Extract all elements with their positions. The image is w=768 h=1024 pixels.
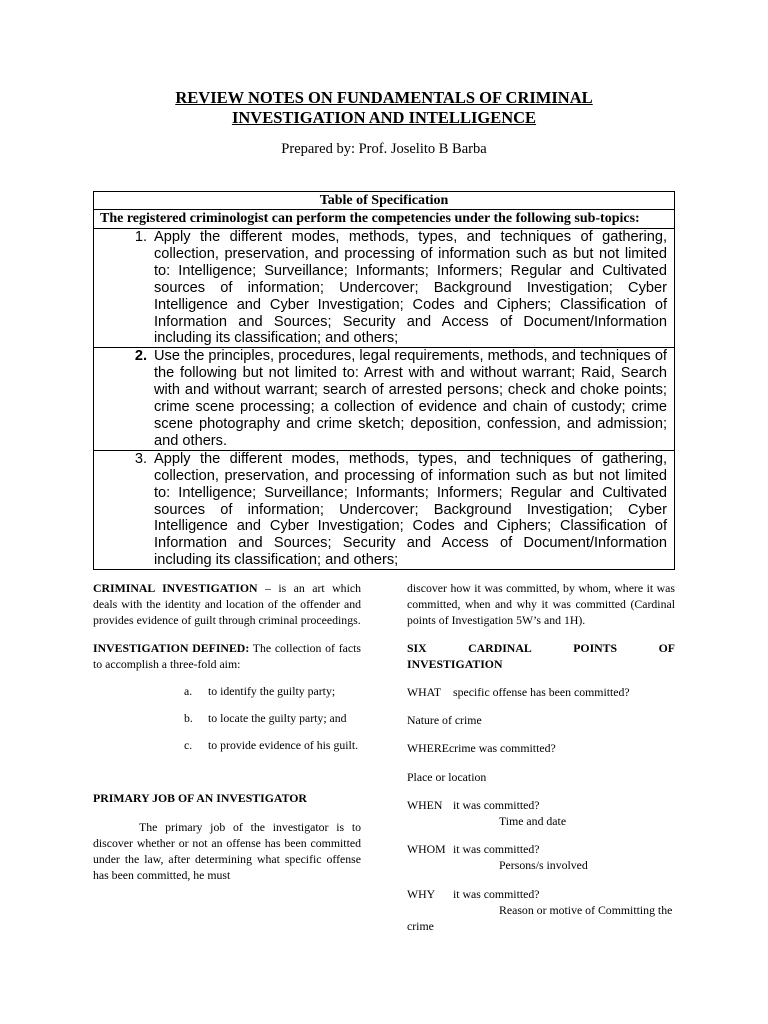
- item-number: 3.: [134, 450, 147, 467]
- list-item: a. to identify the guilty party;: [184, 684, 336, 699]
- criminal-investigation-definition: [93, 580, 361, 629]
- cardinal-when-answer: Time and date: [499, 814, 567, 829]
- left-column: [93, 580, 361, 884]
- investigation-defined: [93, 640, 361, 672]
- item-number: 1.: [134, 229, 147, 245]
- aim-list: [184, 683, 361, 754]
- cardinal-what-answer: Nature of crime: [407, 713, 482, 728]
- item-text: Apply the different modes, methods, types, and techniques of gathering, collection, preservation, and processing of information such as but not limited to: Intelligence; Surveillance; Informants; Informers; Regular and Cultivated sources of information; Undercover; Background Investigation; Cyber Intelligence and Cyber Investigation; Codes and Ciphers; Classification of Information and Sources; Security and Access of Document/Information including its classification; and others;: [154, 229, 667, 347]
- cardinal-why: WHY it was committed?: [407, 886, 540, 901]
- title-line-1: REVIEW NOTES ON FUNDAMENTALS OF CRIMINAL: [175, 88, 593, 107]
- item-text: Use the principles, procedures, legal requirements, methods, and techniques of the following but not limited to: Arrest with and without warrant; Raid, Search with and without warrant; search of arrested persons; check and choke points; crime scene processing; a collection of evidence and chain of custody; crime scene photography and crime sketch; deposition, confession, and admission; and others.: [154, 348, 667, 449]
- cardinal-where-answer: Place or location: [407, 769, 487, 784]
- idef-text: The collection of facts to accomplish a three-fold aim:: [93, 640, 361, 671]
- prepared-by: Prepared by: Prof. Joselito B Barba: [281, 141, 487, 157]
- primary-job-text: The primary job of the investigator is to discover whether or not an offense has been committed under the law, after determining what specific offense has been committed, he must: [93, 819, 361, 883]
- ci-term: CRIMINAL INVESTIGATION: [93, 581, 258, 595]
- table-row: [94, 229, 675, 348]
- table-heading: Table of Specification: [94, 192, 675, 210]
- list-item: c. to provide evidence of his guilt.: [184, 738, 359, 753]
- cardinal-what: WHAT specific offense has been committed?: [407, 685, 630, 700]
- cardinal-whom-answer: Persons/s involved: [499, 858, 588, 873]
- item-number: 2.: [134, 348, 147, 365]
- competency-line: The registered criminologist can perform the competencies under the following sub-topics:: [94, 210, 675, 229]
- item-text: Apply the different modes, methods, types, and techniques of gathering, collection, preservation, and processing of information such as but not limited to: Intelligence; Surveillance; Informants; Informers; Regular and Cultivated sources of information; Undercover; Background Investigation; Cyber Intelligence and Cyber Investigation; Codes and Ciphers; Classification of Information and Sources; Security and Access of Document/Information including its classification; and others;: [154, 450, 667, 569]
- table-row: [94, 450, 675, 569]
- continuation-text: discover how it was committed, by whom, where it was committed, when and why it was committed (Cardinal points of Investigation 5W’s and 1H).: [407, 581, 675, 628]
- list-item: b. to locate the guilty party; and: [184, 711, 347, 726]
- table-row: [94, 348, 675, 450]
- primary-job-heading: PRIMARY JOB OF AN INVESTIGATOR: [93, 790, 307, 805]
- cardinal-why-answer: Reason or motive of Committing the crime: [407, 902, 673, 934]
- idef-term: INVESTIGATION DEFINED:: [93, 640, 250, 655]
- cardinal-whom: WHOM it was committed?: [407, 842, 540, 857]
- ci-text: – is an art which deals with the identity and location of the offender and provides evidence of guilt through criminal proceedings.: [93, 581, 361, 628]
- six-cardinal-heading: SIX CARDINAL POINTS OF INVESTIGATION: [407, 640, 675, 671]
- title-line-2: INVESTIGATION AND INTELLIGENCE: [231, 108, 537, 127]
- document-title: [0, 88, 768, 128]
- cardinal-when: WHEN it was committed?: [407, 797, 540, 812]
- specification-table: [93, 191, 675, 570]
- right-column: [407, 580, 675, 934]
- cardinal-where: WHERE crime was committed?: [407, 741, 556, 756]
